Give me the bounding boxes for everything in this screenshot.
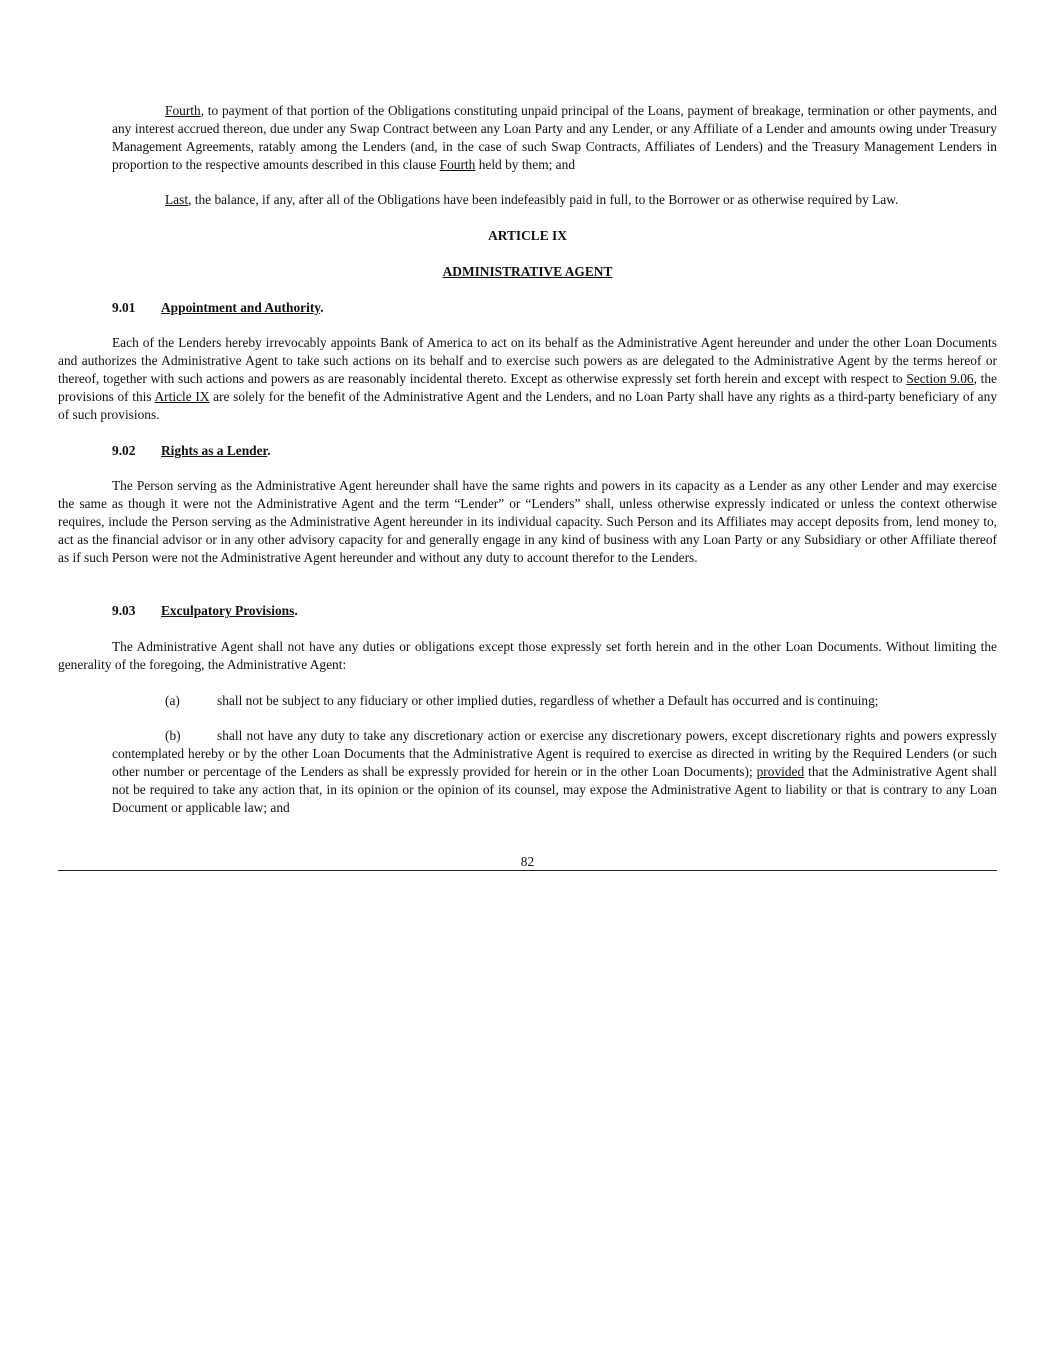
section-903-item-a — [165, 692, 997, 710]
section-902-heading: 9.02 Rights as a Lender. — [112, 443, 271, 458]
section-902-body: The Person serving as the Administrative Agent hereunder shall have the same rights and powers in its capacity as a Lender as any other Lender and may exercise the same as though it were not the Administrative Agent and the term “Lender” or “Lenders” shall, unless otherwise expressly indicated or unless the context otherwise requires, include the Person serving as the Administrative Agent hereunder in its individual capacity. Such Person and its Affiliates may accept deposits from, lend money to, act as the financial advisor or in any other advisory capacity for and generally engage in any kind of business with any Loan Party or any Subsidiary or other Affiliate thereof as if such Person were not the Administrative Agent hereunder and without any duty to account therefor to the Lenders. — [58, 478, 997, 565]
section-903-item-b — [112, 727, 997, 817]
article-title — [58, 263, 997, 281]
article-number: ARTICLE IX — [488, 228, 567, 243]
clause-last-term: Last — [165, 192, 189, 207]
clause-last — [112, 191, 997, 209]
section-901-text-b: , the provisions of this — [58, 371, 997, 404]
clause-fourth-text-b: held by them; and — [475, 157, 576, 172]
section-902-title: Rights as a Lender — [161, 443, 268, 458]
clause-fourth-ref: Fourth — [439, 157, 476, 172]
page-number: 82 — [520, 854, 535, 869]
clause-last-text: , the balance, if any, after all of the Obligations have been indefeasibly paid in full, to the Borrower or as otherwise required by Law. — [188, 192, 899, 207]
section-901-text-c: are solely for the benefit of the Administrative Agent and the Lenders, and no Loan Party shall have any rights as a third-party beneficiary of any of such provisions. — [58, 389, 998, 422]
section-901-heading: 9.01 Appointment and Authority. — [112, 300, 324, 315]
section-901-ref-article: Article IX — [154, 389, 210, 404]
item-a-text: shall not be subject to any fiduciary or other implied duties, regardless of whether a Default has occurred and is continuing; — [217, 693, 879, 708]
footer-divider — [58, 870, 997, 871]
section-901-number: 9.01 — [112, 300, 136, 315]
section-903-number: 9.03 — [112, 603, 136, 618]
clause-fourth-text-a: , to payment of that portion of the Obligations constituting unpaid principal of the Loans, payment of breakage, termination or other payments, and any interest accrued thereon, due under any Swap Contract between any Loan Party and any Lender, or any Affiliate of a Lender and amounts owing under Treasury Management Agreements, ratably among the Lenders (and, in the case of such Swap Contracts, Affiliates of Lenders) and the Treasury Management Lenders in proportion to the respective amounts described in this clause — [112, 103, 997, 172]
section-903-body: The Administrative Agent shall not have any duties or obligations except those expressly set forth herein and in the other Loan Documents. Without limiting the generality of the foregoing, the Administrative Agent: — [58, 639, 997, 672]
section-902-number: 9.02 — [112, 443, 136, 458]
article-title-text: ADMINISTRATIVE AGENT — [442, 264, 613, 279]
section-901-text-a: Each of the Lenders hereby irrevocably appoints Bank of America to act on its behalf as the Administrative Agent hereunder and under the other Loan Documents and authorizes the Administrative Agent to take such actions on its behalf and to exercise such powers as are delegated to the Administrative Agent by the terms hereof or thereof, together with such actions and powers as are reasonably incidental thereto. Except as otherwise expressly set forth herein and except with respect to — [58, 335, 997, 386]
section-901-title: Appointment and Authority — [161, 300, 321, 315]
item-a-label: (a) — [165, 693, 180, 708]
item-b-term: provided — [756, 764, 805, 779]
section-903-heading: 9.03 Exculpatory Provisions. — [112, 603, 298, 618]
section-903-title: Exculpatory Provisions — [161, 603, 295, 618]
section-901-ref-section: Section 9.06 — [906, 371, 974, 386]
clause-fourth — [112, 102, 997, 174]
item-b-text-a: shall not have any duty to take any discretionary action or exercise any discretionary powers, except discretionary rights and powers expressly contemplated hereby or by the other Loan Documents that the Administrative Agent is required to exercise as directed in writing by the Required Lenders (or such other number or percentage of the Lenders as shall be expressly provided for herein or in the other Loan Documents); — [112, 728, 997, 779]
item-b-label: (b) — [165, 728, 181, 743]
section-901-body — [58, 334, 997, 424]
item-b-text-b: that the Administrative Agent shall not be required to take any action that, in its opinion or the opinion of its counsel, may expose the Administrative Agent to liability or that is contrary to any Loan Document or applicable law; and — [112, 764, 997, 815]
clause-fourth-term: Fourth — [165, 103, 201, 118]
